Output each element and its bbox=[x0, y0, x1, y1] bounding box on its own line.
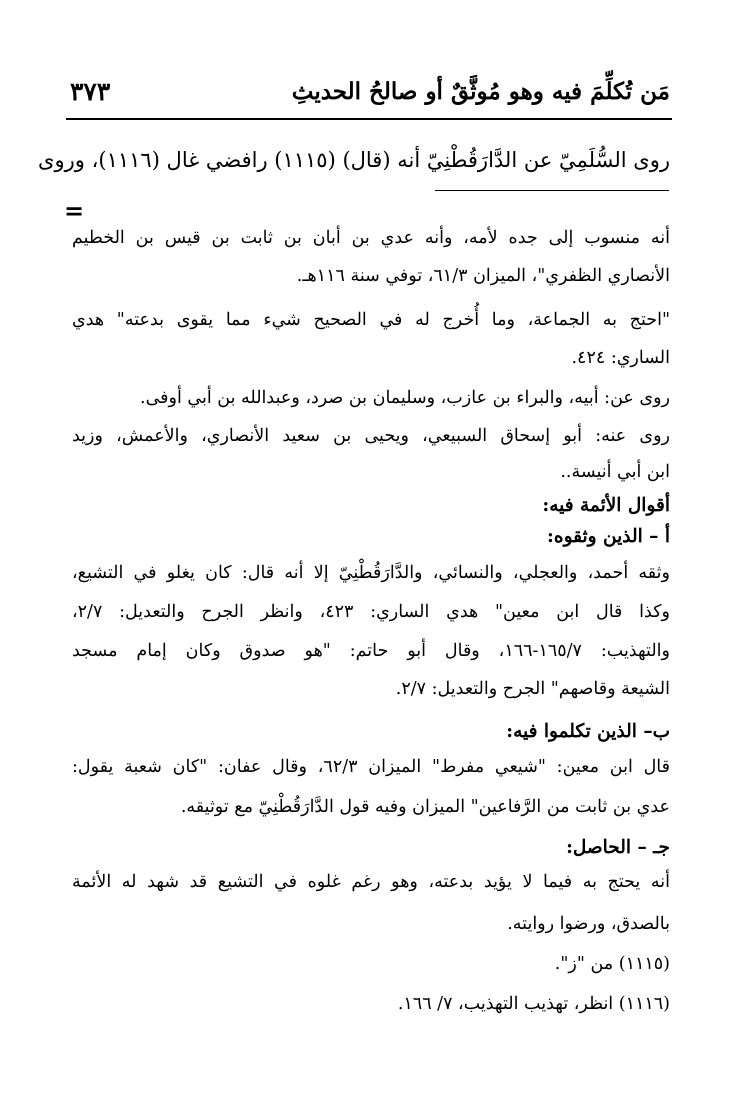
footnote-line: (١١١٦) انظر، تهذيب التهذيب، ٧/ ١٦٦. bbox=[397, 994, 670, 1014]
footnote-line: وكذا قال ابن معين" هدي الساري: ٤٢٣، وانظر الجرح والتعديل: ٢/٧، bbox=[72, 602, 670, 622]
footnote-line: أنه يحتج به فيما لا يؤيد بدعته، وهو رغم غلوه في التشيع قد شهد له الأئمة bbox=[72, 872, 670, 892]
footnote-line: الشيعة وقاصهم" الجرح والتعديل: ٢/٧. bbox=[395, 679, 670, 699]
footnote-line: عدي بن ثابت من الرَّفاعين" الميزان وفيه قول الدَّارَقُطْنِيّ مع توثيقه. bbox=[180, 797, 670, 817]
running-header bbox=[70, 68, 670, 114]
footnote-separator bbox=[435, 190, 669, 191]
footnote-line: (١١١٥) من "ز". bbox=[554, 954, 670, 974]
page-number: ٣٧٣ bbox=[70, 76, 111, 106]
section-heading: أقوال الأئمة فيه: bbox=[542, 495, 670, 516]
running-title: مَن تُكلِّمَ فيه وهو مُوثَّقٌ أو صالحُ الحديثِ bbox=[291, 77, 670, 105]
section-heading: أ – الذين وثقوه: bbox=[547, 526, 670, 547]
footnote-line: روى عنه: أبو إسحاق السبيعي، ويحيى بن سعيد الأنصاري، والأعمش، وزيد bbox=[72, 426, 670, 446]
footnote-line: بالصدق، ورضوا روايته. bbox=[507, 914, 670, 934]
footnote-line: والتهذيب: ١٦٥/٧-١٦٦، وقال أبو حاتم: "هو صدوق وكان إمام مسجد bbox=[72, 641, 670, 661]
header-rule bbox=[66, 118, 672, 120]
section-heading: ب– الذين تكلموا فيه: bbox=[506, 721, 670, 742]
continuation-mark: = bbox=[64, 196, 85, 225]
footnote-line: الأنصاري الظفري"، الميزان ٦١/٣، توفي سنة ١١٦هـ. bbox=[296, 266, 670, 286]
footnote-line: أنه منسوب إلى جده لأمه، وأنه عدي بن أبان بن ثابت بن قيس بن الخطيم bbox=[72, 228, 670, 248]
footnote-line: ابن أبي أنيسة.. bbox=[560, 462, 670, 482]
main-text-line: روى السُّلَمِيّ عن الدَّارَقُطْنِيّ أنه (قال) (١١١٥) رافضي غال (١١١٦)، وروى bbox=[38, 148, 670, 172]
section-heading: جـ – الحاصل: bbox=[566, 837, 670, 858]
footnote-line: "احتج به الجماعة، وما أُخرج له في الصحيح شيء مما يقوى بدعته" هدي bbox=[72, 310, 670, 330]
footnote-line: قال ابن معين: "شيعي مفرط" الميزان ٦٢/٣، وقال عفان: "كان شعبة يقول: bbox=[72, 757, 670, 777]
footnote-line: روى عن: أبيه، والبراء بن عازب، وسليمان بن صرد، وعبدالله بن أبي أوفى. bbox=[140, 388, 670, 408]
footnote-line: الساري: ٤٢٤. bbox=[571, 348, 670, 368]
footnote-line: وثقه أحمد، والعجلي، والنسائي، والدَّارَقُطْنِيّ إلا أنه قال: كان يغلو في التشيع، bbox=[72, 563, 670, 583]
